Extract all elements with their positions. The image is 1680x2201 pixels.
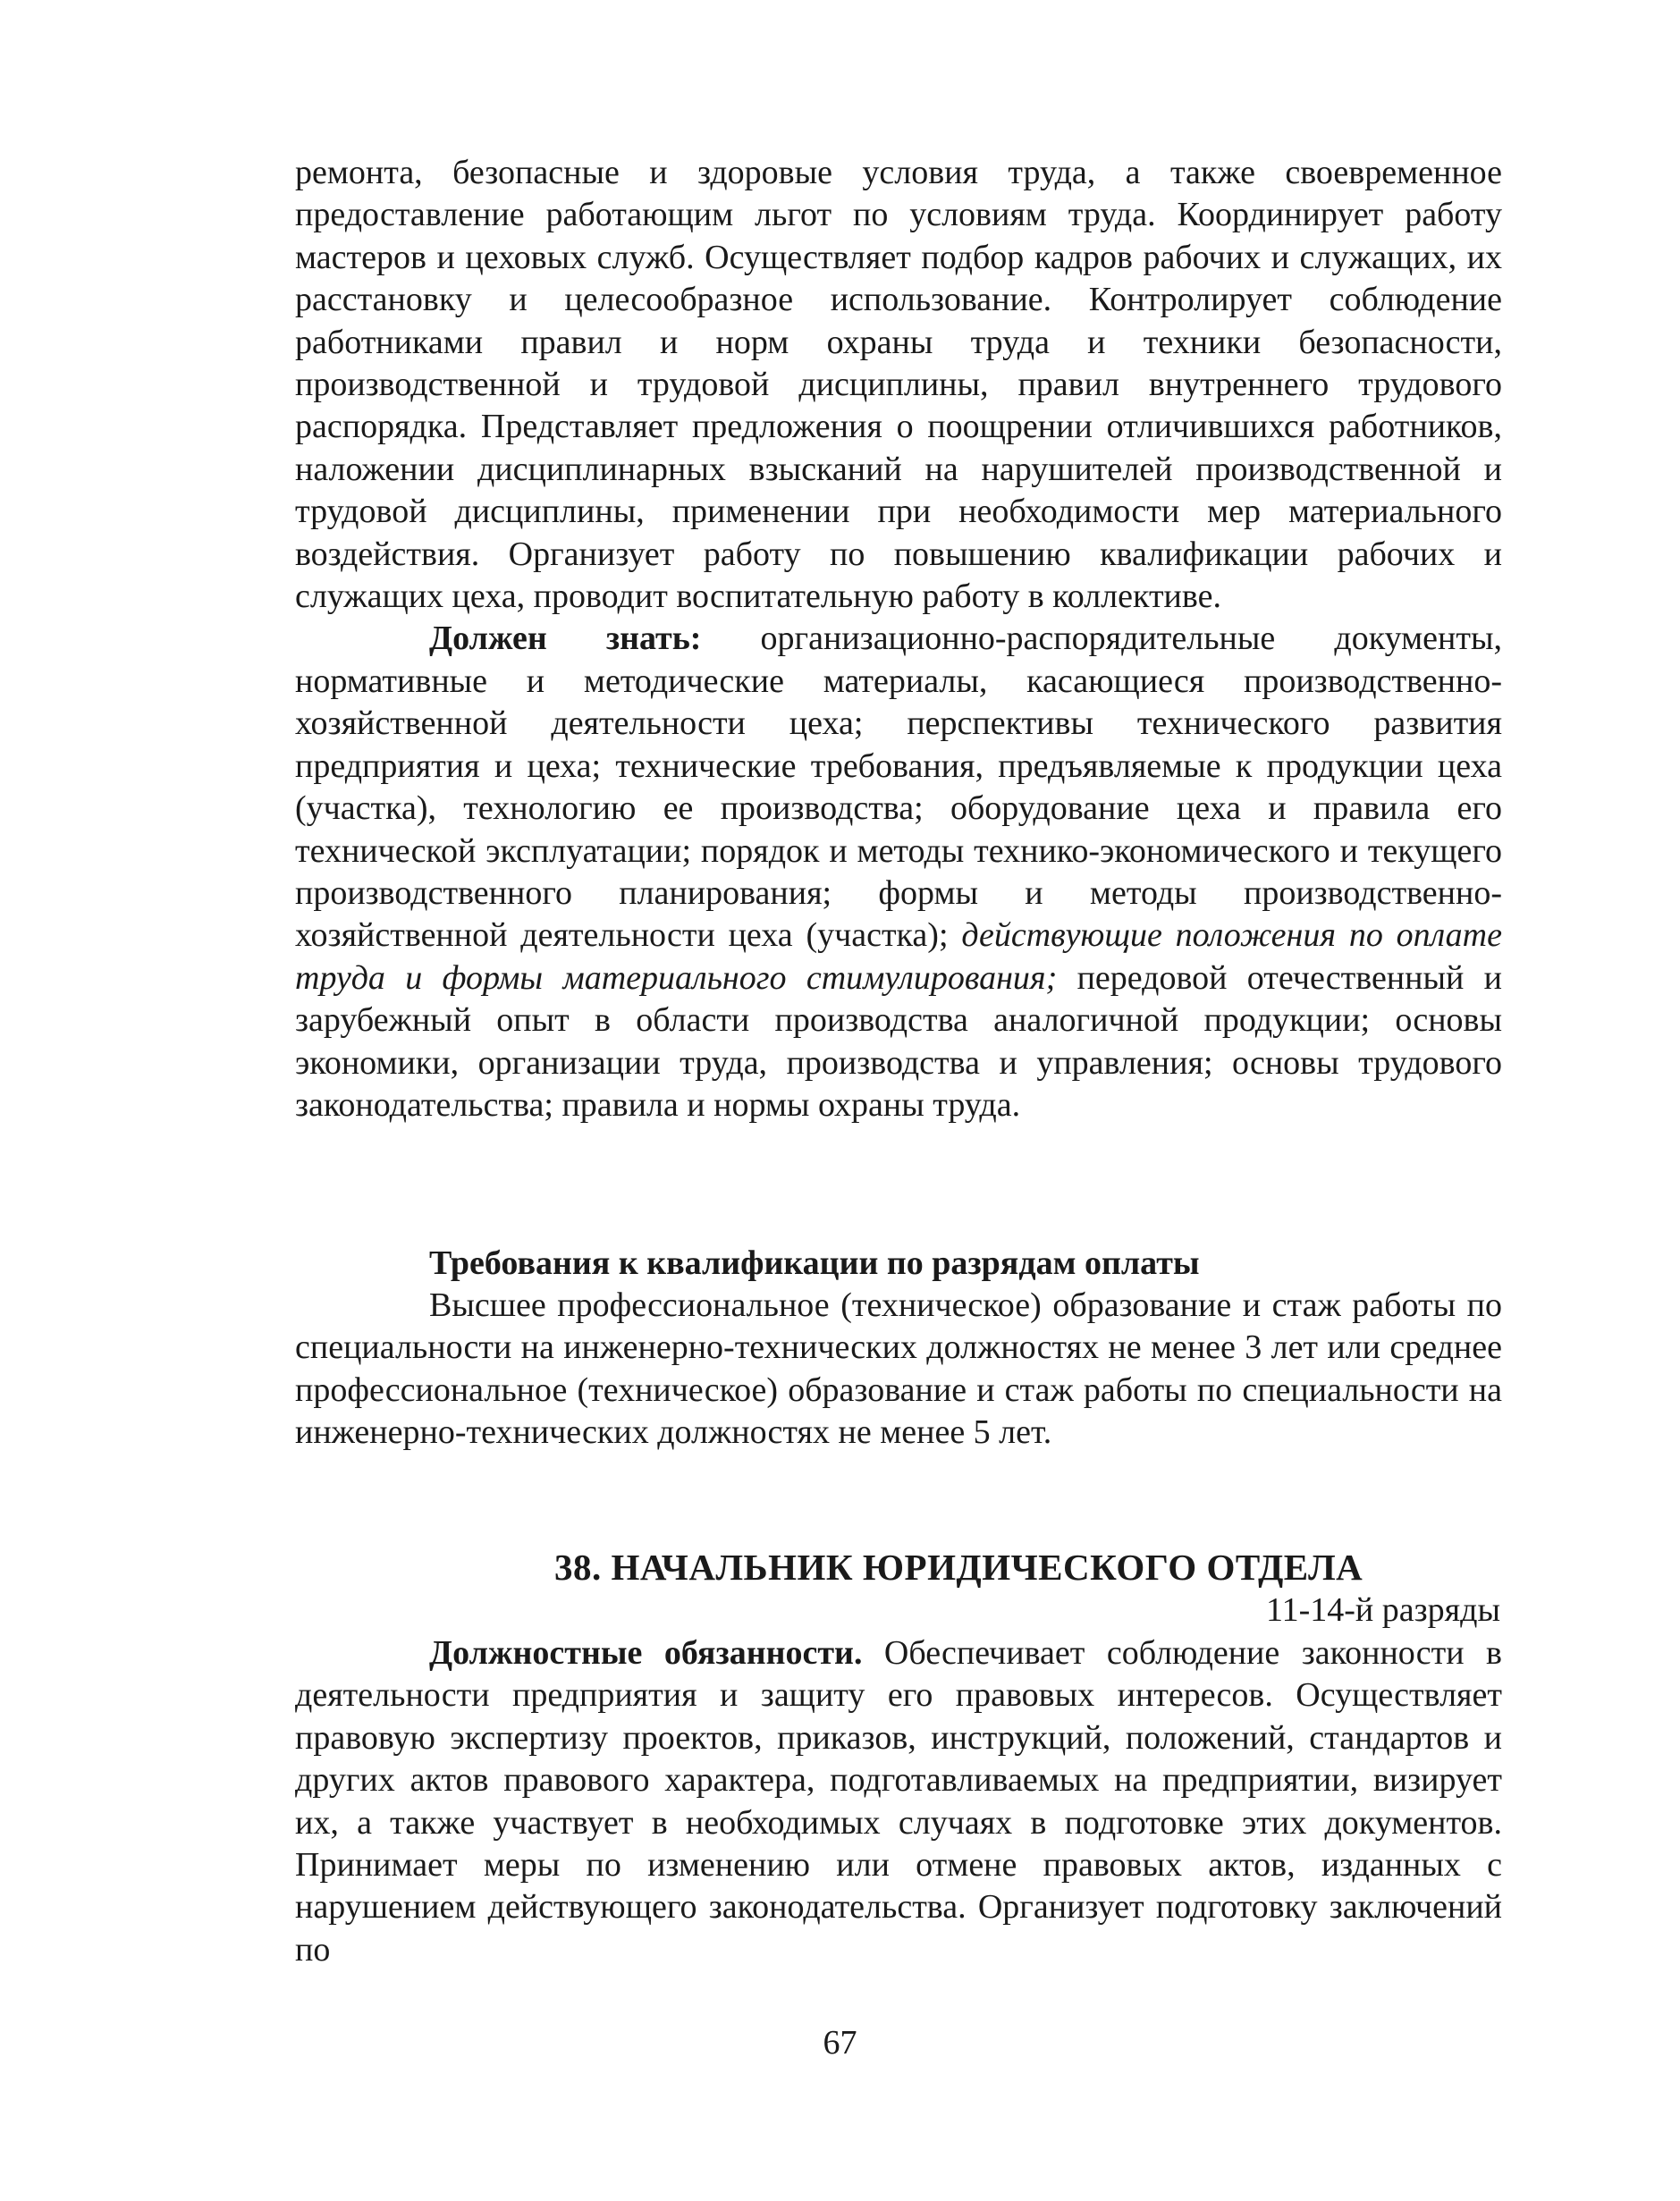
qualification-block <box>295 1285 1502 1455</box>
must-know-text: организационно-распорядительные документы, нормативные и методические материалы, касающиеся производственно-хозяйственной деятельности цеха; перспективы технического развития предприятия и цеха; технические требования, предъявляемые к продукции цеха (участка), технологию ее производства; оборудование цеха и правила его технической эксплуатации; порядок и методы технико-экономического и текущего производственного планирования; формы и методы производственно-хозяйственной деятельности цеха (участка); <box>295 620 1503 955</box>
duties-block <box>295 1632 1502 1971</box>
qualification-text: Высшее профессиональное (техническое) образование и стаж работы по специальности на инженерно-технических должностях не менее 3 лет или среднее профессиональное (техническое) образование и стаж работы по специальности на инженерно-технических должностях не менее 5 лет. <box>295 1286 1502 1452</box>
intro-paragraph: ремонта, безопасные и здоровые условия труда, а также своевременное предоставление работающим льгот по условиям труда. Координирует работу мастеров и цеховых служб. Осуществляет подбор кадров рабочих и служащих, их расстановку и целесообразное использование. Контролирует соблюдение работниками правил и норм охраны труда и техники безопасности, производственной и трудовой дисциплины, правил внутреннего трудового распорядка. Представляет предложения о поощрении отличившихся работников, наложении дисциплинарных взысканий на нарушителей производственной и трудовой дисциплины, применении при необходимости мер материального воздействия. Организует работу по повышению квалификации рабочих и служащих цеха, проводит воспитательную работу в коллективе. <box>295 154 1502 616</box>
must-know-label: Должен знать: <box>429 620 702 658</box>
page-number: 67 <box>823 2024 857 2062</box>
must-know-text-end: передовой отечественный и зарубежный опыт в области производства аналогичной продукции; основы экономики, организации труда, производства и управления; основы трудового законодательства; правила и нормы охраны труда. <box>295 958 1503 1124</box>
duties-label: Должностные обязанности. <box>429 1634 863 1672</box>
intro-paragraph-block <box>295 152 1502 1126</box>
duties-paragraph <box>295 1632 1502 1971</box>
grade-label: 11-14-й разряды <box>1266 1591 1500 1629</box>
duties-text: Обеспечивает соблюдение законности в деятельности предприятия и защиту его правовых интересов. Осуществляет правовую экспертизу проектов, приказов, инструкций, положений, стандартов и других актов правового характера, подготавливаемых на предприятии, визирует их, а также участвует в необходимых случаях в подготовке этих документов. Принимает меры по изменению или отмене правовых актов, изданных с нарушением действующего законодательства. Организует подготовку заключений по <box>295 1634 1502 1969</box>
must-know-italic-text: действующие положения по оплате труда и формы материального стимулирования; <box>295 916 1502 997</box>
qualification-heading: Требования к квалификации по разрядам оплаты <box>429 1244 1200 1282</box>
section-title: 38. НАЧАЛЬНИК ЮРИДИЧЕСКОГО ОТДЕЛА <box>554 1547 1363 1588</box>
must-know-paragraph <box>295 618 1502 1126</box>
